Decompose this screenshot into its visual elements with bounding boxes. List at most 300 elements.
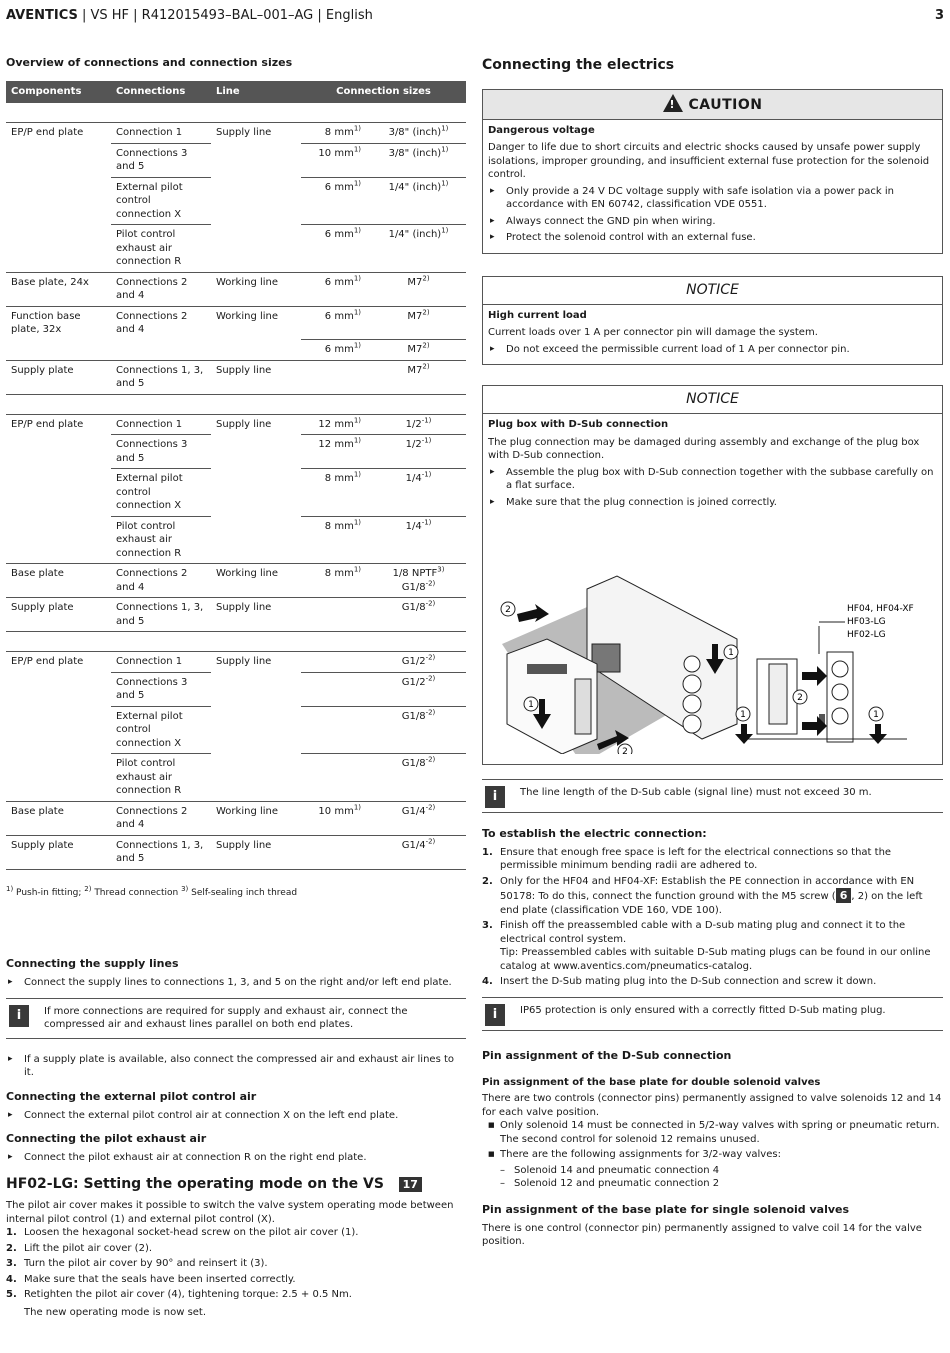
size-footnote: 2) <box>422 362 430 371</box>
size-value: 6 mm <box>324 229 354 241</box>
svg-text:1: 1 <box>728 648 734 659</box>
size-footnote: 1) <box>353 437 361 446</box>
list-item: ▸ Only provide a 24 V DC voltage supply with safe isolation via a power pack in accordance with EN 60742, classification VDE 0551. <box>488 185 937 212</box>
list-item: ▸ Connect the external pilot control air at connection X on the left end plate. <box>6 1109 466 1123</box>
notice-text: Current loads over 1 A per connector pin will damage the system. <box>488 327 818 339</box>
figure-label: HF04, HF04-XF <box>847 604 914 615</box>
table-row <box>6 754 466 802</box>
size-value: 8 mm <box>324 568 354 580</box>
size-value: M7 <box>407 344 423 356</box>
arrow-icon <box>802 666 827 686</box>
valve-port <box>684 656 700 672</box>
size-footnote: 2) <box>422 274 430 283</box>
cell-component <box>6 225 111 273</box>
size-footnote: 1) <box>353 803 361 812</box>
list-item: ▸ Assemble the plug box with D-Sub connection together with the subbase carefully on a flat surface. <box>488 466 937 493</box>
caution-subtitle: Dangerous voltage <box>488 124 595 136</box>
cell-size-thread <box>371 340 466 361</box>
arrow-down-icon <box>735 724 753 744</box>
cell-line: Supply line <box>211 835 301 869</box>
cell-size-metric <box>301 177 371 225</box>
figure-ref-badge: 17 <box>399 1177 422 1192</box>
notice-body <box>483 305 942 365</box>
size-footnote: 1) <box>353 566 361 575</box>
valve-port <box>683 675 701 693</box>
page-number: 3 <box>934 8 944 23</box>
size-footnote: 2) <box>422 342 430 351</box>
spacer-cell <box>6 632 466 652</box>
electrics-title: Connecting the electrics <box>482 57 675 73</box>
info-box-parallel <box>6 998 466 1039</box>
step-item <box>482 975 943 989</box>
step-item <box>6 1257 466 1271</box>
brand-name: AVENTICS <box>6 8 78 23</box>
pilot-exhaust-title: Connecting the pilot exhaust air <box>6 1132 207 1146</box>
step-number: 4. <box>482 976 493 988</box>
size-footnote: -1) <box>421 416 432 425</box>
notice-box-dsub <box>482 385 943 765</box>
cell-connection: Connections 3 and 5 <box>111 672 211 706</box>
step-item <box>482 875 943 918</box>
establish-steps <box>482 846 943 989</box>
table-body <box>6 103 466 880</box>
svg-text:2: 2 <box>622 747 628 755</box>
header-connection-sizes: Connection sizes <box>301 81 466 103</box>
cell-component <box>6 469 111 517</box>
cell-connection: Connections 2 and 4 <box>111 801 211 835</box>
list-item: ▸ If a supply plate is available, also connect the compressed air and exhaust air lines to it. <box>6 1053 466 1080</box>
caution-text: Danger to life due to short circuits and electric shocks caused by unsafe power supply isolations, improper grounding, and insufficient external fuse protection for the solenoid control. <box>488 142 930 181</box>
cell-line <box>211 706 301 754</box>
info-text: IP65 protection is only ensured with a correctly fitted D-Sub mating plug. <box>520 1004 886 1016</box>
list-item: ■ There are the following assignments for 3/2-way valves: <box>488 1148 943 1162</box>
size-footnote: -2) <box>425 708 436 717</box>
step-item <box>6 1288 466 1302</box>
step-item <box>6 1242 466 1256</box>
size-value: 1/4" (inch) <box>388 229 442 241</box>
step-number: 2. <box>482 875 493 887</box>
step-text: Turn the pilot air cover by 90° and reinsert it (3). <box>24 1258 268 1270</box>
cell-connection: Connections 1, 3, and 5 <box>111 360 211 394</box>
overview-title: Overview of connections and connection sizes <box>6 56 293 69</box>
size-footnote: -1) <box>421 437 432 446</box>
size-value: G1/4 <box>401 805 426 817</box>
size-value: G1/8 <box>401 758 426 770</box>
cell-size-metric <box>301 835 371 869</box>
size-footnote: 1) <box>353 179 361 188</box>
cell-line <box>211 177 301 225</box>
spacer-cell <box>6 103 466 123</box>
pin-single-title: Pin assignment of the base plate for single solenoid valves <box>482 1202 850 1216</box>
cell-connection: Connection 1 <box>111 652 211 673</box>
doc-reference: | VS HF | R412015493–BAL–001–AG | English <box>77 8 373 23</box>
step-text: , 2) on the left end plate (classification VDE 160, VDE 100). <box>500 891 923 916</box>
list-item: ▸ Always connect the GND pin when wiring. <box>488 215 937 229</box>
size-value: 1/4 <box>405 520 422 532</box>
table-row <box>6 598 466 632</box>
size-value: G1/8 <box>401 710 426 722</box>
cell-component <box>6 340 111 361</box>
caution-body <box>483 120 942 253</box>
pin-double-text: There are two controls (connector pins) permanently assigned to valve solenoids 12 and 14 for each valve position. <box>482 1093 942 1118</box>
hf02-title-text: HF02-LG: Setting the operating mode on the VS <box>6 1175 384 1192</box>
cell-line: Working line <box>211 306 301 340</box>
info-text: The line length of the D-Sub cable (signal line) must not exceed 30 m. <box>520 787 872 799</box>
table-header-row <box>6 81 466 103</box>
notice-list <box>488 466 937 510</box>
cell-line: Supply line <box>211 652 301 673</box>
cell-size-thread <box>371 177 466 225</box>
hf02-steps <box>6 1226 466 1302</box>
size-footnote: 1) <box>441 125 449 134</box>
cell-size-metric <box>301 598 371 632</box>
list-item: ■ Only solenoid 14 must be connected in 5/2-way valves with spring or pneumatic return. The second control for solenoid 12 remains unused. <box>488 1119 943 1146</box>
size-value: 10 mm <box>318 805 354 817</box>
cell-connection: Connections 3 and 5 <box>111 143 211 177</box>
hf02-title <box>6 1175 466 1194</box>
side-view-dsub <box>769 664 787 724</box>
cell-line <box>211 225 301 273</box>
cell-size-thread <box>371 835 466 869</box>
table-row <box>6 801 466 835</box>
cell-size-metric <box>301 801 371 835</box>
cell-size-metric <box>301 754 371 802</box>
size-value: 10 mm <box>318 147 354 159</box>
cell-connection: Connections 2 and 4 <box>111 306 211 340</box>
cell-connection: Connection 1 <box>111 123 211 144</box>
spacer-cell <box>6 394 466 414</box>
cell-component: EP/P end plate <box>6 652 111 673</box>
step-item <box>6 1273 466 1287</box>
cell-connection: Connection 1 <box>111 414 211 435</box>
size-value: G1/2 <box>401 656 426 668</box>
step-tip: Tip: Preassembled cables with suitable D-Sub mating plugs can be found in our online catalog at www.aventics.com/pneumatics-catalog. <box>500 947 931 972</box>
cell-component <box>6 672 111 706</box>
svg-text:2: 2 <box>505 605 511 616</box>
cell-connection: External pilot control connection X <box>111 469 211 517</box>
size-value: G1/4 <box>401 839 426 851</box>
svg-text:1: 1 <box>528 700 534 711</box>
cell-size-metric <box>301 672 371 706</box>
cell-component: Supply plate <box>6 360 111 394</box>
table-footnote: $^{1)}$ Push-in fitting; $^{2)}$ Thread connection $^{3)}$ Self-sealing inch thread <box>6 885 298 899</box>
pin-single-text: There is one control (connector pin) permanently assigned to valve coil 14 for the valve position. <box>482 1222 922 1248</box>
step-number: 1. <box>482 846 493 858</box>
arrow-icon <box>517 604 549 622</box>
info-icon: i <box>485 786 505 808</box>
size-value: 6 mm <box>324 344 354 356</box>
svg-text:1: 1 <box>873 710 879 721</box>
page-header <box>6 7 944 25</box>
step-text: Make sure that the seals have been inserted correctly. <box>24 1273 296 1285</box>
cell-line <box>211 469 301 517</box>
size-value: 1/4" (inch) <box>388 181 442 193</box>
cell-component <box>6 754 111 802</box>
group-spacer <box>6 103 466 123</box>
table-row <box>6 835 466 869</box>
cell-size-metric <box>301 652 371 673</box>
table-row <box>6 435 466 469</box>
notice-text: The plug connection may be damaged during assembly and exchange of the plug box with D-Sub connection. <box>488 436 920 462</box>
cell-size-metric <box>301 272 371 306</box>
size-value: M7 <box>407 364 423 376</box>
size-footnote: 2) <box>422 308 430 317</box>
cell-size-thread <box>371 706 466 754</box>
pin-square-list <box>482 1119 943 1162</box>
table-row <box>6 225 466 273</box>
cell-line <box>211 435 301 469</box>
cell-size-thread <box>371 801 466 835</box>
header-components: Components <box>6 81 111 103</box>
cell-line: Supply line <box>211 414 301 435</box>
cell-component: EP/P end plate <box>6 414 111 435</box>
svg-text:1: 1 <box>740 710 746 721</box>
table-row <box>6 306 466 340</box>
cell-size-thread <box>371 672 466 706</box>
plug-pins <box>527 664 567 674</box>
table-row <box>6 706 466 754</box>
notice-subtitle: Plug box with D-Sub connection <box>488 419 669 431</box>
step-text: Loosen the hexagonal socket-head screw on the pilot air cover (1). <box>24 1227 359 1239</box>
table-row <box>6 672 466 706</box>
cell-connection: Connections 2 and 4 <box>111 272 211 306</box>
pin-double-title: Pin assignment of the base plate for double solenoid valves <box>482 1076 821 1088</box>
table-row <box>6 272 466 306</box>
step-item <box>482 919 943 973</box>
size-footnote: -1) <box>421 518 432 527</box>
size-value: 12 mm <box>318 418 354 430</box>
dsub-assembly-figure <box>487 564 937 754</box>
step-text: Finish off the preassembled cable with a D-sub mating plug and connect it to the electrical control system. <box>500 920 906 945</box>
cell-line: Working line <box>211 564 301 598</box>
size-footnote: 1) <box>353 342 361 351</box>
cell-size-thread <box>371 225 466 273</box>
size-footnote: -2) <box>425 654 436 663</box>
step-item <box>482 846 943 873</box>
cell-size-thread <box>371 754 466 802</box>
size-value: 6 mm <box>324 310 354 322</box>
size-footnote: 1) <box>353 416 361 425</box>
cell-component <box>6 435 111 469</box>
group-spacer <box>6 394 466 414</box>
size-value: M7 <box>407 310 423 322</box>
size-footnote: -2) <box>425 837 436 846</box>
figure-ref-badge: 6 <box>836 888 852 903</box>
cell-line: Supply line <box>211 360 301 394</box>
cell-component: Base plate <box>6 564 111 598</box>
info-icon: i <box>9 1005 29 1027</box>
cell-size-metric <box>301 306 371 340</box>
list-item: ▸ Connect the pilot exhaust air at connection R on the right end plate. <box>6 1151 466 1165</box>
cell-component: EP/P end plate <box>6 123 111 144</box>
size-value: 3/8" (inch) <box>388 147 442 159</box>
size-footnote: 3) <box>437 566 445 575</box>
cell-connection: Connections 2 and 4 <box>111 564 211 598</box>
cell-connection: Connections 1, 3, and 5 <box>111 835 211 869</box>
table-row <box>6 469 466 517</box>
connection-sizes-table <box>6 81 466 880</box>
table-row <box>6 564 466 598</box>
list-item: ▸ Make sure that the plug connection is joined correctly. <box>488 496 937 510</box>
cell-line: Supply line <box>211 598 301 632</box>
info-text: If more connections are required for supply and exhaust air, connect the compressed air and exhaust lines parallel on both end plates. <box>44 1005 408 1031</box>
size-value: G1/8 <box>401 581 426 593</box>
cell-size-metric <box>301 414 371 435</box>
size-footnote: 1) <box>441 179 449 188</box>
caution-box <box>482 89 943 254</box>
cell-connection: External pilot control connection X <box>111 177 211 225</box>
cell-component <box>6 706 111 754</box>
cell-line: Working line <box>211 801 301 835</box>
size-footnote: -2) <box>425 803 436 812</box>
step-number: 5. <box>6 1289 17 1301</box>
supply-lines-title: Connecting the supply lines <box>6 957 179 971</box>
header-line: Line <box>211 81 301 103</box>
arrow-down-icon <box>869 724 887 744</box>
size-footnote: -2) <box>425 756 436 765</box>
list-item: ▸ Do not exceed the permissible current load of 1 A per connector pin. <box>488 343 937 357</box>
step-text: Lift the pilot air cover (2). <box>24 1242 153 1254</box>
caution-header <box>483 90 942 120</box>
cell-size-thread <box>371 516 466 564</box>
size-value: G1/2 <box>401 676 426 688</box>
info-box-cable <box>482 779 943 813</box>
step-text: Ensure that enough free space is left for the electrical connections so that the permissible minimum bending radii are adhered to. <box>500 846 892 872</box>
cell-size-thread <box>371 598 466 632</box>
size-value: 6 mm <box>324 276 354 288</box>
size-value: 3/8" (inch) <box>388 127 442 139</box>
size-footnote: 1) <box>353 274 361 283</box>
cell-component: Base plate <box>6 801 111 835</box>
caution-list <box>488 185 937 245</box>
cell-connection: Pilot control exhaust air connection R <box>111 225 211 273</box>
right-column <box>482 56 943 1249</box>
table-row <box>6 652 466 673</box>
cell-component: Supply plate <box>6 598 111 632</box>
table-row <box>6 177 466 225</box>
cell-line <box>211 340 301 361</box>
size-value: 8 mm <box>324 520 354 532</box>
cell-size-metric <box>301 564 371 598</box>
notice-body <box>483 414 942 764</box>
cell-connection: Connections 1, 3, and 5 <box>111 598 211 632</box>
size-value: 6 mm <box>324 181 354 193</box>
step-number: 4. <box>6 1273 17 1285</box>
hf02-result: The new operating mode is now set. <box>24 1306 207 1318</box>
size-footnote: -2) <box>425 674 436 683</box>
size-footnote: 1) <box>441 145 449 154</box>
cell-size-thread <box>371 143 466 177</box>
cell-size-metric <box>301 469 371 517</box>
step-text: Only for the HF04 and HF04-XF: Establish the PE connection in accordance with EN 50178: To do this, connect the function ground with the M5 screw ( <box>500 875 915 903</box>
table-row <box>6 360 466 394</box>
cell-line <box>211 754 301 802</box>
size-footnote: 1) <box>353 227 361 236</box>
step-number: 2. <box>6 1242 17 1254</box>
size-footnote: 1) <box>441 227 449 236</box>
size-value: 1/4 <box>405 473 422 485</box>
step-text: Insert the D-Sub mating plug into the D-Sub connection and screw it down. <box>500 976 877 988</box>
cell-line: Supply line <box>211 123 301 144</box>
cell-component <box>6 177 111 225</box>
cell-line: Working line <box>211 272 301 306</box>
size-footnote: 1) <box>353 125 361 134</box>
cell-size-metric <box>301 225 371 273</box>
valve-port <box>683 715 701 733</box>
cell-connection <box>111 340 211 361</box>
cell-connection: Connections 3 and 5 <box>111 435 211 469</box>
table-row <box>6 123 466 144</box>
cell-size-metric <box>301 516 371 564</box>
cell-size-thread <box>371 360 466 394</box>
table-row <box>6 143 466 177</box>
notice-header: NOTICE <box>483 386 942 414</box>
size-footnote: -2) <box>425 579 436 588</box>
step-number: 1. <box>6 1227 17 1239</box>
list-item: – Solenoid 14 and pneumatic connection 4 <box>500 1164 943 1178</box>
size-value: 12 mm <box>318 439 354 451</box>
cell-component: Supply plate <box>6 835 111 869</box>
step-text: Retighten the pilot air cover (4), tightening torque: 2.5 + 0.5 Nm. <box>24 1289 352 1301</box>
cell-size-thread <box>371 414 466 435</box>
table-end <box>6 869 466 879</box>
step-number: 3. <box>6 1258 17 1270</box>
size-footnote: 1) <box>353 308 361 317</box>
cell-component: Base plate, 24x <box>6 272 111 306</box>
establish-title: To establish the electric connection: <box>482 827 707 841</box>
cell-connection: Pilot control exhaust air connection R <box>111 754 211 802</box>
figure-label: HF03-LG <box>847 617 886 628</box>
list-item: ▸ Connect the supply lines to connections 1, 3, and 5 on the right and/or left end plate. <box>6 976 466 990</box>
end-cell <box>6 869 466 879</box>
size-value: 8 mm <box>324 127 354 139</box>
size-value: G1/8 <box>401 602 426 614</box>
size-value: 1/2 <box>405 418 422 430</box>
header-connections: Connections <box>111 81 211 103</box>
list-item: – Solenoid 12 and pneumatic connection 2 <box>500 1177 943 1191</box>
cell-component <box>6 516 111 564</box>
supply-lines-list <box>6 976 466 990</box>
cell-connection: Pilot control exhaust air connection R <box>111 516 211 564</box>
size-footnote: -2) <box>425 600 436 609</box>
svg-text:2: 2 <box>797 693 803 704</box>
size-footnote: 1) <box>353 471 361 480</box>
cell-line <box>211 516 301 564</box>
pin-assignment-title: Pin assignment of the D-Sub connection <box>482 1048 732 1062</box>
cell-size-metric <box>301 143 371 177</box>
notice-subtitle: High current load <box>488 309 587 321</box>
size-footnote: 1) <box>353 518 361 527</box>
size-value: 1/8 NPTF <box>392 568 438 580</box>
left-column <box>6 56 466 1319</box>
size-footnote: -1) <box>421 471 432 480</box>
cell-line <box>211 672 301 706</box>
external-pilot-title: Connecting the external pilot control air <box>6 1089 257 1103</box>
warning-triangle-icon: ! <box>663 94 683 112</box>
cell-size-thread <box>371 306 466 340</box>
figure-label: HF02-LG <box>847 630 886 641</box>
cell-size-thread <box>371 272 466 306</box>
dsub-plug <box>575 679 591 734</box>
notice-header: NOTICE <box>483 277 942 305</box>
cell-component: Function base plate, 32x <box>6 306 111 340</box>
cell-size-thread <box>371 652 466 673</box>
cell-size-metric <box>301 123 371 144</box>
cell-size-metric <box>301 706 371 754</box>
valve-port <box>683 695 701 713</box>
cell-size-thread <box>371 123 466 144</box>
group-spacer <box>6 632 466 652</box>
